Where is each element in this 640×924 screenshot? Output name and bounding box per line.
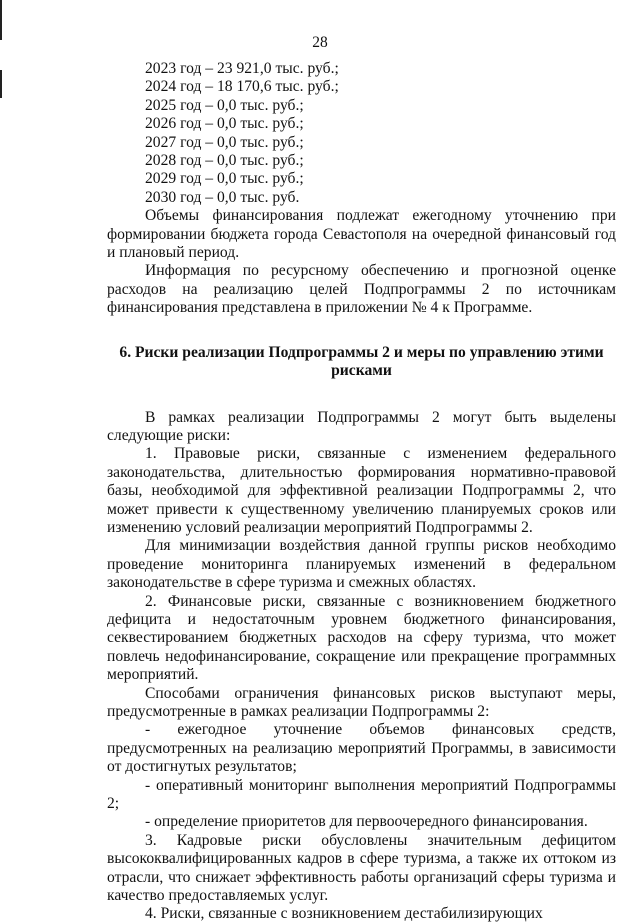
funding-year-2029: 2029 год – 0,0 тыс. руб.; — [145, 170, 304, 188]
funding-year-list — [107, 60, 616, 207]
list-item-priorities: - определение приоритетов для первоочередного финансирования. — [145, 813, 588, 831]
paragraph-legal-risks-mitigation: Для минимизации воздействия данной группы рисков необходимо проведение мониторинга планируемых изменений в федеральном законодательстве в сфере туризма и смежных областях. — [107, 537, 616, 592]
funding-year-2027: 2027 год – 0,0 тыс. руб.; — [145, 133, 304, 151]
list-item-annual-adjustment: - ежегодное уточнение объемов финансовых средств, предусмотренных на реализацию мероприятий Программы, в зависимости от достигнутых результатов; — [107, 721, 616, 776]
section-heading: 6. Риски реализации Подпрограммы 2 и меры по управлению этими рисками — [119, 343, 604, 380]
paragraph-risks-intro: В рамках реализации Подпрограммы 2 могут быть выделены следующие риски: — [107, 408, 616, 444]
paragraph-destabilizing-risks: 4. Риски, связанные с возникновением дестабилизирующих — [145, 905, 543, 923]
page-number: 28 — [312, 34, 328, 51]
funding-year-2024: 2024 год – 18 170,6 тыс. руб.; — [145, 78, 339, 96]
left-edge-mark-middle — [0, 70, 2, 98]
paragraph-financial-risks-mitigation: Способами ограничения финансовых рисков выступают меры, предусмотренные в рамках реализации Подпрограммы 2: — [107, 684, 616, 720]
funding-year-2025: 2025 год – 0,0 тыс. руб.; — [145, 96, 304, 114]
funding-year-2026: 2026 год – 0,0 тыс. руб.; — [145, 115, 304, 133]
paragraph-personnel-risks: 3. Кадровые риски обусловлены значительным дефицитом высококвалифицированных кадров в сфере туризма, а также их оттоком из отрасли, что снижает эффективность работы организаций сферы туризма и качество предоставляемых услуг. — [107, 831, 616, 905]
paragraph-resource-info: Информация по ресурсному обеспечению и прогнозной оценке расходов на реализацию целей Подпрограммы 2 по источникам финансирования представлена в приложении № 4 к Программе. — [107, 262, 616, 317]
paragraph-funding-adjustment: Объемы финансирования подлежат ежегодному уточнению при формировании бюджета города Севастополя на очередной финансовый год и плановый период. — [107, 207, 616, 262]
paragraph-financial-risks: 2. Финансовые риски, связанные с возникновением бюджетного дефицита и недостаточным уровнем бюджетного финансирования, секвестированием бюджетных расходов на сферу туризма, что может повлечь недофинансирование, сокращение или прекращение программных мероприятий. — [107, 592, 616, 684]
document-body — [107, 60, 616, 924]
funding-year-2028: 2028 год – 0,0 тыс. руб.; — [145, 152, 304, 170]
funding-year-2030: 2030 год – 0,0 тыс. руб. — [145, 188, 300, 206]
paragraph-legal-risks: 1. Правовые риски, связанные с изменением федерального законодательства, длительностью формирования нормативно-правовой базы, необходимой для эффективной реализации Подпрограммы 2, что может привести к существенному увеличению планируемых сроков или изменению условий реализации мероприятий Подпрограммы 2. — [107, 445, 616, 536]
funding-year-2023: 2023 год – 23 921,0 тыс. руб.; — [145, 60, 339, 77]
list-item-monitoring: - оперативный мониторинг выполнения мероприятий Подпрограммы 2; — [107, 776, 616, 813]
